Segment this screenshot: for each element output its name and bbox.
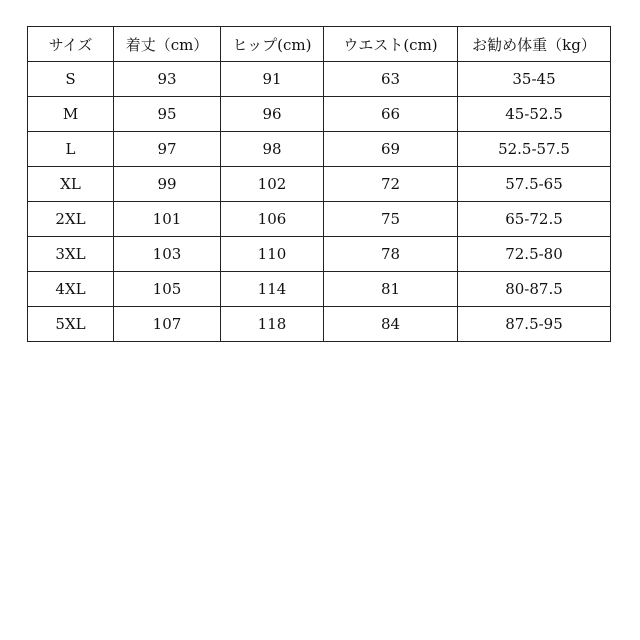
cell-size: 3XL	[28, 237, 114, 272]
cell-size: XL	[28, 167, 114, 202]
cell-waist: 63	[324, 62, 458, 97]
cell-weight: 52.5-57.5	[458, 132, 611, 167]
cell-length: 97	[114, 132, 221, 167]
table-row	[28, 272, 611, 307]
cell-hip: 96	[221, 97, 324, 132]
cell-size: 2XL	[28, 202, 114, 237]
header-length: 着丈（cm）	[114, 27, 221, 62]
cell-waist: 78	[324, 237, 458, 272]
cell-length: 93	[114, 62, 221, 97]
table-row	[28, 237, 611, 272]
cell-hip: 91	[221, 62, 324, 97]
header-size: サイズ	[28, 27, 114, 62]
cell-weight: 45-52.5	[458, 97, 611, 132]
cell-waist: 84	[324, 307, 458, 342]
cell-size: 4XL	[28, 272, 114, 307]
cell-size: S	[28, 62, 114, 97]
cell-hip: 118	[221, 307, 324, 342]
cell-weight: 72.5-80	[458, 237, 611, 272]
table-row	[28, 132, 611, 167]
cell-waist: 81	[324, 272, 458, 307]
cell-size: 5XL	[28, 307, 114, 342]
header-recommended-weight: お勧め体重（kg）	[458, 27, 611, 62]
cell-hip: 114	[221, 272, 324, 307]
cell-weight: 35-45	[458, 62, 611, 97]
cell-length: 103	[114, 237, 221, 272]
cell-waist: 72	[324, 167, 458, 202]
size-chart-table	[27, 26, 611, 342]
cell-hip: 102	[221, 167, 324, 202]
cell-length: 95	[114, 97, 221, 132]
table-row	[28, 62, 611, 97]
cell-length: 105	[114, 272, 221, 307]
table-row	[28, 202, 611, 237]
header-waist: ウエスト(cm)	[324, 27, 458, 62]
cell-weight: 57.5-65	[458, 167, 611, 202]
cell-length: 101	[114, 202, 221, 237]
header-row	[28, 27, 611, 62]
cell-size: L	[28, 132, 114, 167]
cell-hip: 106	[221, 202, 324, 237]
cell-waist: 69	[324, 132, 458, 167]
cell-hip: 110	[221, 237, 324, 272]
table-row	[28, 307, 611, 342]
cell-weight: 87.5-95	[458, 307, 611, 342]
cell-weight: 80-87.5	[458, 272, 611, 307]
cell-hip: 98	[221, 132, 324, 167]
table-row	[28, 97, 611, 132]
cell-size: M	[28, 97, 114, 132]
table-row	[28, 167, 611, 202]
cell-length: 99	[114, 167, 221, 202]
header-hip: ヒップ(cm)	[221, 27, 324, 62]
cell-length: 107	[114, 307, 221, 342]
cell-weight: 65-72.5	[458, 202, 611, 237]
cell-waist: 66	[324, 97, 458, 132]
cell-waist: 75	[324, 202, 458, 237]
